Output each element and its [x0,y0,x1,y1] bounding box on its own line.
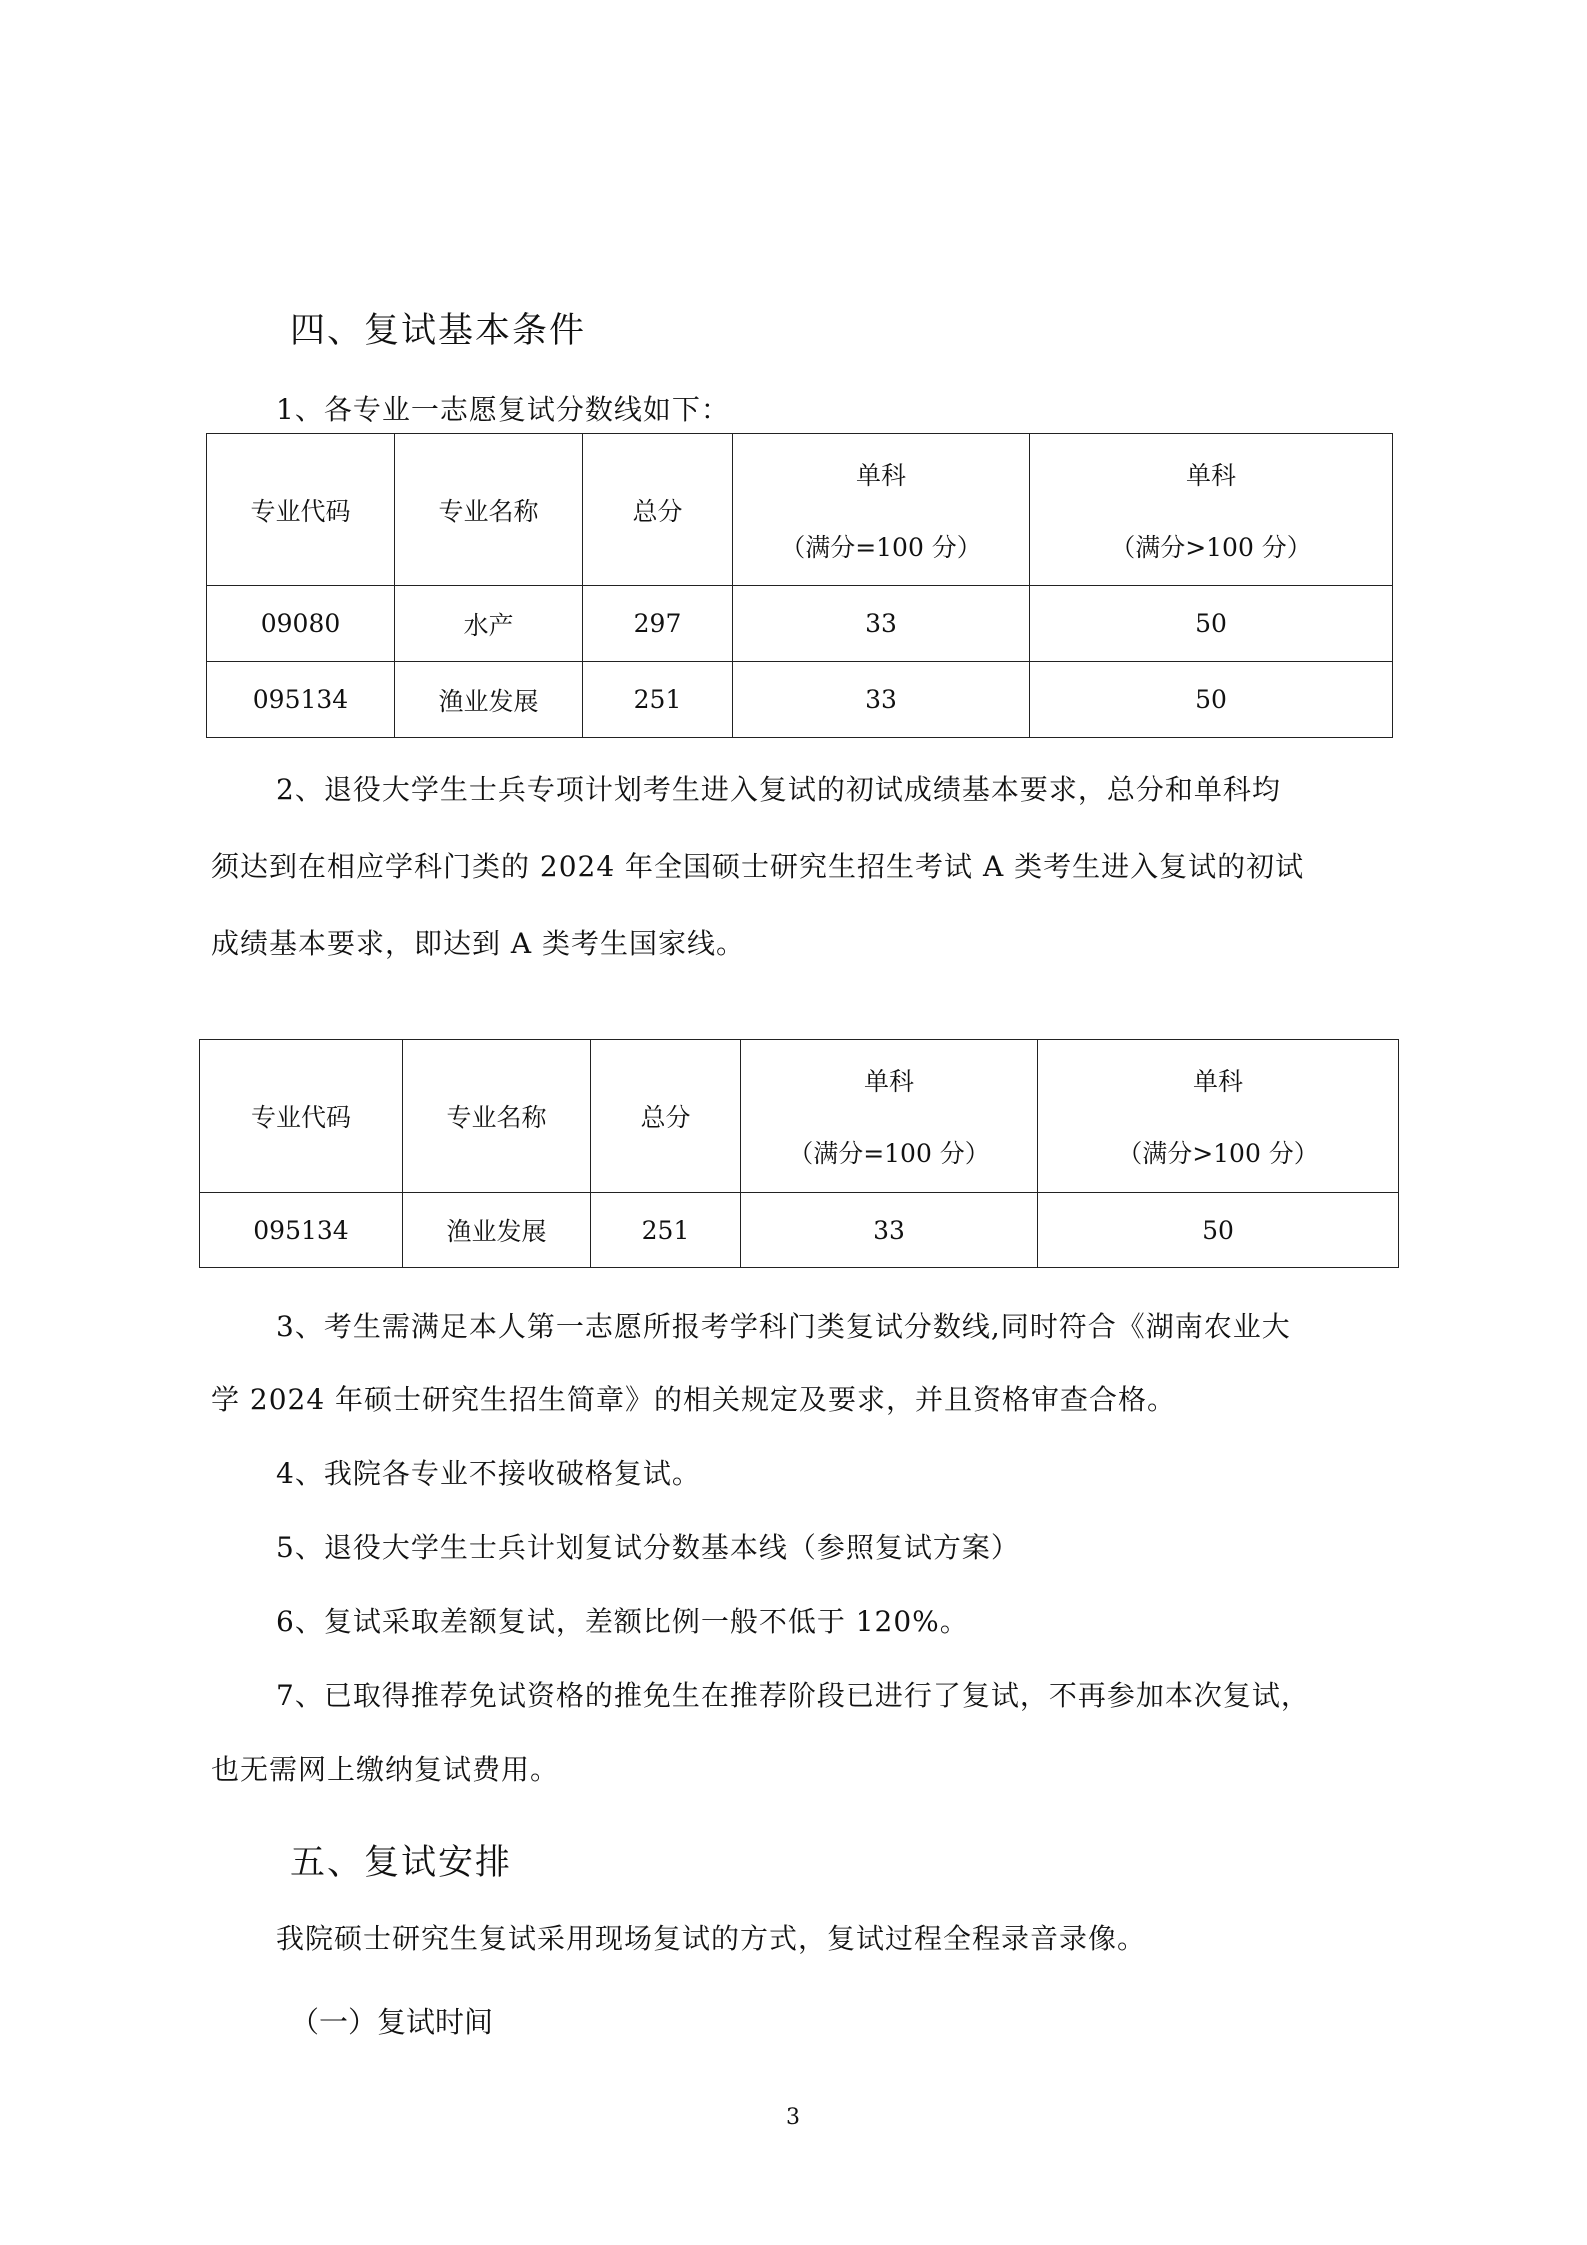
header-total: 总分 [583,434,733,586]
section-4-heading: 四、复试基本条件 [290,311,587,351]
section-5-heading: 五、复试安排 [290,1843,513,1883]
item-7-line-1: 7、已取得推荐免试资格的推免生在推荐阶段已进行了复试，不再参加本次复试， [276,1679,1310,1712]
cell-name: 水产 [395,586,583,662]
item-2-line-3: 成绩基本要求，即达到 A 类考生国家线。 [211,927,746,960]
item-3-line-2: 学 2024 年硕士研究生招生简章》的相关规定及要求，并且资格审查合格。 [211,1383,1177,1416]
item-4-text: 4、我院各专业不接收破格复试。 [276,1457,701,1490]
item-6-text: 6、复试采取差额复试，差额比例一般不低于 120%。 [276,1605,969,1638]
header-total: 总分 [591,1040,741,1193]
header-single-gt100-bottom: （满分>100 分） [1117,1139,1319,1168]
header-single-100-top: 单科 [855,460,906,490]
table-1-header-row [207,434,1393,586]
cell-code: 09080 [207,586,395,662]
table-row [207,586,1393,662]
item-5-text: 5、退役大学生士兵计划复试分数基本线（参照复试方案） [276,1531,1020,1564]
cell-name: 渔业发展 [395,662,583,738]
header-single-gt100-bottom: （满分>100 分） [1110,532,1312,562]
cell-single-100: 33 [733,662,1030,738]
section-5-intro: 我院硕士研究生复试采用现场复试的方式，复试过程全程录音录像。 [276,1922,1147,1955]
header-single-gt100-top: 单科 [1192,1067,1243,1096]
header-single-gt100-top: 单科 [1185,460,1236,490]
header-code: 专业代码 [207,434,395,586]
score-table-1 [206,433,1393,738]
header-name: 专业名称 [403,1040,591,1193]
header-single-100 [741,1040,1038,1193]
cell-code: 095134 [207,662,395,738]
item-3-line-1: 3、考生需满足本人第一志愿所报考学科门类复试分数线,同时符合《湖南农业大 [276,1310,1291,1343]
header-single-100-bottom: （满分=100 分） [788,1139,990,1168]
cell-single-gt100: 50 [1030,586,1393,662]
cell-total: 297 [583,586,733,662]
header-single-100-bottom: （满分=100 分） [780,532,982,562]
header-code: 专业代码 [200,1040,403,1193]
cell-total: 251 [591,1193,741,1268]
item-7-line-2: 也无需网上缴纳复试费用。 [211,1753,560,1786]
item-2-line-2: 须达到在相应学科门类的 2024 年全国硕士研究生招生考试 A 类考生进入复试的初试 [211,850,1305,883]
item-2-line-1: 2、退役大学生士兵专项计划考生进入复试的初试成绩基本要求，总分和单科均 [276,773,1281,806]
cell-total: 251 [583,662,733,738]
cell-single-100: 33 [733,586,1030,662]
cell-single-gt100: 50 [1038,1193,1399,1268]
subsection-1-heading: （一）复试时间 [290,2005,494,2039]
cell-name: 渔业发展 [403,1193,591,1268]
header-single-gt100 [1030,434,1393,586]
cell-single-gt100: 50 [1030,662,1393,738]
score-table-2 [199,1039,1399,1268]
header-single-100 [733,434,1030,586]
header-single-100-top: 单科 [863,1067,914,1096]
table-2-header-row [200,1040,1399,1193]
table-row [200,1193,1399,1268]
cell-code: 095134 [200,1193,403,1268]
header-single-gt100 [1038,1040,1399,1193]
item-1-text: 1、各专业一志愿复试分数线如下： [276,393,730,426]
page-number: 3 [786,2105,800,2130]
table-row [207,662,1393,738]
header-name: 专业名称 [395,434,583,586]
cell-single-100: 33 [741,1193,1038,1268]
